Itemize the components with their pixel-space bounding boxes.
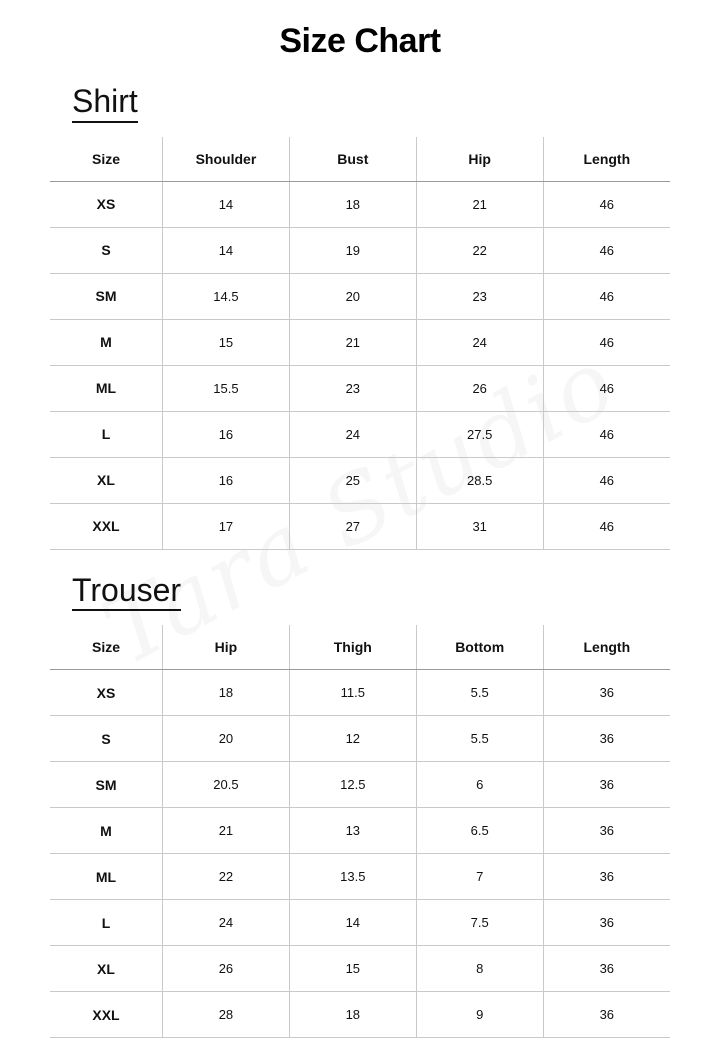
- trouser-size-table: [50, 625, 670, 1038]
- table-row: [50, 227, 670, 273]
- cell-hip: 26: [163, 946, 290, 992]
- table-row: [50, 181, 670, 227]
- section-trouser: [0, 556, 720, 1038]
- table-row: [50, 808, 670, 854]
- cell-bottom: 8: [416, 946, 543, 992]
- size-chart-page: [0, 12, 720, 1023]
- cell-length: 36: [543, 808, 670, 854]
- cell-hip: 18: [163, 670, 290, 716]
- cell-shoulder: 15.5: [163, 365, 290, 411]
- cell-bust: 21: [289, 319, 416, 365]
- cell-thigh: 13: [289, 808, 416, 854]
- cell-bust: 24: [289, 411, 416, 457]
- cell-bottom: 9: [416, 992, 543, 1038]
- cell-length: 46: [543, 319, 670, 365]
- cell-length: 46: [543, 457, 670, 503]
- table-row: [50, 992, 670, 1038]
- cell-size: SM: [50, 762, 163, 808]
- cell-size: XS: [50, 181, 163, 227]
- cell-size: S: [50, 227, 163, 273]
- cell-thigh: 14: [289, 900, 416, 946]
- cell-hip: 24: [416, 319, 543, 365]
- cell-length: 46: [543, 411, 670, 457]
- cell-bottom: 7.5: [416, 900, 543, 946]
- cell-size: SM: [50, 273, 163, 319]
- table-row: [50, 319, 670, 365]
- cell-length: 46: [543, 273, 670, 319]
- column-header-size: Size: [50, 625, 163, 670]
- cell-length: 36: [543, 900, 670, 946]
- cell-bottom: 7: [416, 854, 543, 900]
- table-row: [50, 854, 670, 900]
- cell-thigh: 18: [289, 992, 416, 1038]
- column-header-shoulder: Shoulder: [163, 137, 290, 182]
- cell-length: 46: [543, 181, 670, 227]
- cell-hip: 31: [416, 503, 543, 549]
- cell-hip: 26: [416, 365, 543, 411]
- cell-size: M: [50, 319, 163, 365]
- document-content: [0, 12, 720, 1038]
- cell-bust: 25: [289, 457, 416, 503]
- shirt-table-header: [50, 137, 670, 182]
- column-header-thigh: Thigh: [289, 625, 416, 670]
- cell-length: 36: [543, 670, 670, 716]
- cell-thigh: 15: [289, 946, 416, 992]
- cell-size: ML: [50, 365, 163, 411]
- cell-size: XXL: [50, 503, 163, 549]
- column-header-hip: Hip: [163, 625, 290, 670]
- cell-shoulder: 16: [163, 457, 290, 503]
- cell-shoulder: 16: [163, 411, 290, 457]
- cell-shoulder: 14.5: [163, 273, 290, 319]
- trouser-table-body: [50, 670, 670, 1038]
- table-row: [50, 670, 670, 716]
- cell-hip: 28: [163, 992, 290, 1038]
- cell-bust: 23: [289, 365, 416, 411]
- cell-size: XL: [50, 457, 163, 503]
- cell-bust: 27: [289, 503, 416, 549]
- cell-thigh: 12.5: [289, 762, 416, 808]
- cell-hip: 23: [416, 273, 543, 319]
- column-header-length: Length: [543, 625, 670, 670]
- table-row: [50, 900, 670, 946]
- cell-size: M: [50, 808, 163, 854]
- cell-shoulder: 14: [163, 227, 290, 273]
- cell-hip: 21: [163, 808, 290, 854]
- cell-bottom: 5.5: [416, 716, 543, 762]
- column-header-bottom: Bottom: [416, 625, 543, 670]
- cell-hip: 20.5: [163, 762, 290, 808]
- cell-hip: 20: [163, 716, 290, 762]
- cell-size: S: [50, 716, 163, 762]
- cell-hip: 22: [163, 854, 290, 900]
- cell-hip: 28.5: [416, 457, 543, 503]
- section-shirt: [0, 67, 720, 550]
- cell-bottom: 6: [416, 762, 543, 808]
- cell-thigh: 11.5: [289, 670, 416, 716]
- column-header-size: Size: [50, 137, 163, 182]
- shirt-size-table: [50, 137, 670, 550]
- cell-size: XS: [50, 670, 163, 716]
- table-row: [50, 716, 670, 762]
- cell-length: 36: [543, 946, 670, 992]
- cell-bottom: 5.5: [416, 670, 543, 716]
- cell-length: 36: [543, 992, 670, 1038]
- cell-thigh: 12: [289, 716, 416, 762]
- table-row: [50, 457, 670, 503]
- cell-bottom: 6.5: [416, 808, 543, 854]
- cell-shoulder: 17: [163, 503, 290, 549]
- cell-hip: 27.5: [416, 411, 543, 457]
- shirt-table-body: [50, 181, 670, 549]
- cell-bust: 20: [289, 273, 416, 319]
- trouser-table-header: [50, 625, 670, 670]
- cell-hip: 22: [416, 227, 543, 273]
- table-header-row: [50, 137, 670, 182]
- cell-length: 36: [543, 716, 670, 762]
- table-row: [50, 411, 670, 457]
- cell-hip: 24: [163, 900, 290, 946]
- table-row: [50, 365, 670, 411]
- cell-size: XL: [50, 946, 163, 992]
- column-header-length: Length: [543, 137, 670, 182]
- table-row: [50, 273, 670, 319]
- cell-size: XXL: [50, 992, 163, 1038]
- cell-size: ML: [50, 854, 163, 900]
- column-header-hip: Hip: [416, 137, 543, 182]
- cell-size: L: [50, 411, 163, 457]
- cell-bust: 19: [289, 227, 416, 273]
- cell-length: 46: [543, 365, 670, 411]
- cell-length: 46: [543, 503, 670, 549]
- cell-shoulder: 14: [163, 181, 290, 227]
- cell-length: 36: [543, 854, 670, 900]
- cell-bust: 18: [289, 181, 416, 227]
- table-row: [50, 503, 670, 549]
- cell-size: L: [50, 900, 163, 946]
- section-heading-shirt: Shirt: [72, 85, 138, 123]
- column-header-bust: Bust: [289, 137, 416, 182]
- cell-hip: 21: [416, 181, 543, 227]
- table-row: [50, 762, 670, 808]
- table-row: [50, 946, 670, 992]
- cell-length: 36: [543, 762, 670, 808]
- table-header-row: [50, 625, 670, 670]
- cell-length: 46: [543, 227, 670, 273]
- section-heading-trouser: Trouser: [72, 574, 181, 612]
- cell-shoulder: 15: [163, 319, 290, 365]
- cell-thigh: 13.5: [289, 854, 416, 900]
- page-title: Size Chart: [279, 22, 441, 60]
